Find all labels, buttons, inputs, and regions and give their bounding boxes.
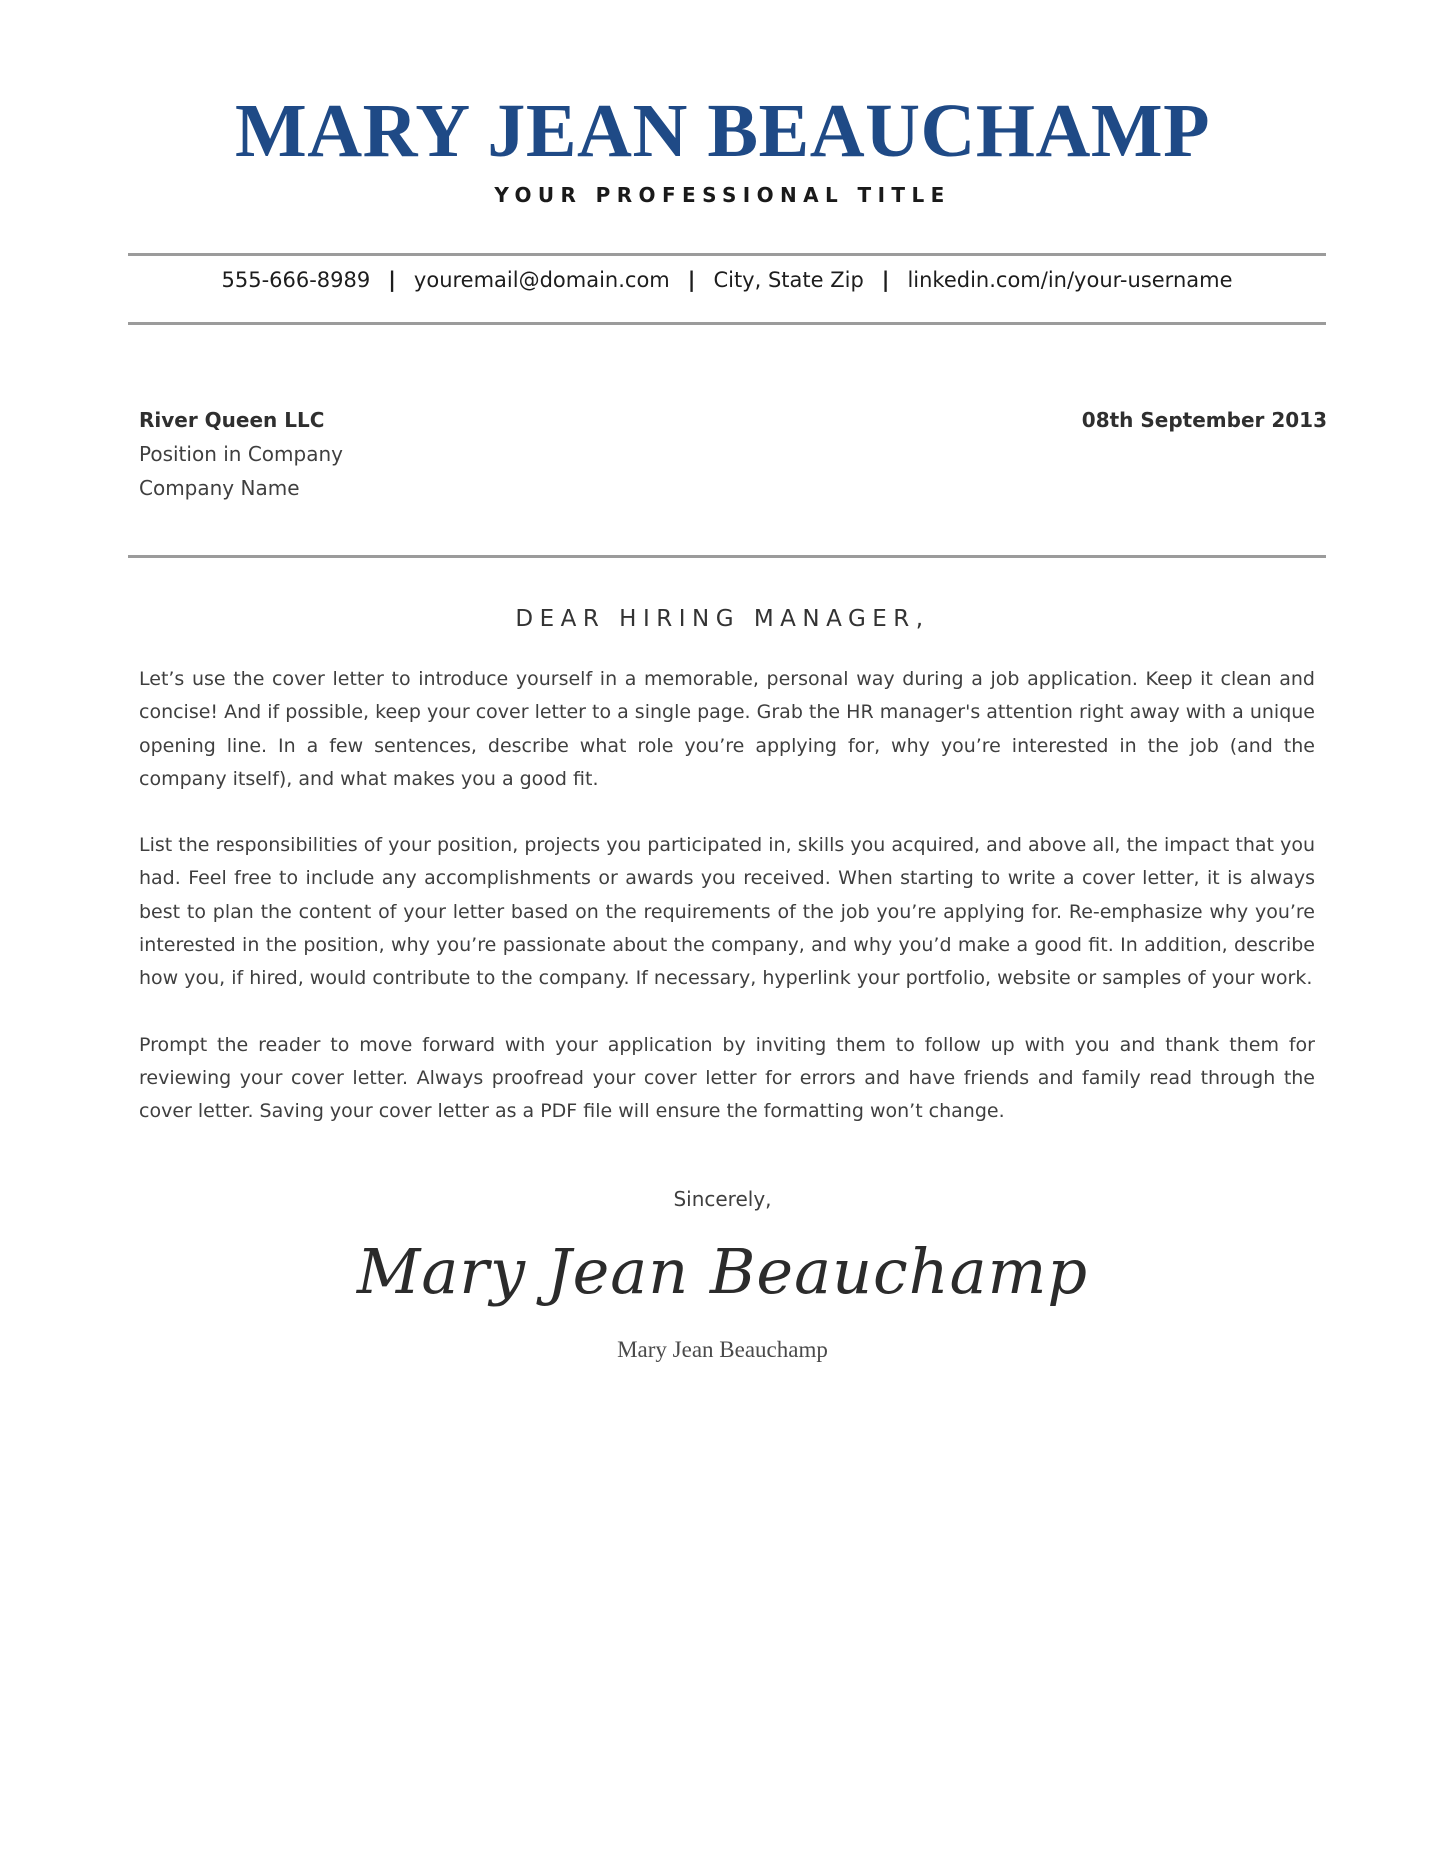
contact-linkedin: linkedin.com/in/your-username <box>907 268 1233 292</box>
recipient-company-name: Company Name <box>139 476 300 500</box>
signer-name: Mary Jean Beauchamp <box>617 1337 828 1362</box>
letter-body <box>139 663 1315 1162</box>
recipient-block <box>139 403 343 505</box>
professional-title: YOUR PROFESSIONAL TITLE <box>494 183 951 207</box>
handwritten-signature: Mary Jean Beauchamp <box>356 1235 1089 1308</box>
contact-separator: | <box>687 268 696 292</box>
header-top-divider <box>128 253 1326 256</box>
contact-location: City, State Zip <box>713 268 864 292</box>
contact-line <box>128 268 1326 292</box>
contact-email: youremail@domain.com <box>413 268 670 292</box>
contact-separator: | <box>388 268 396 292</box>
salutation: DEAR HIRING MANAGER, <box>515 606 930 632</box>
applicant-name: MARY JEAN BEAUCHAMP <box>234 89 1211 173</box>
body-paragraph: Prompt the reader to move forward with your application by inviting them to follow up with you and thank them for reviewing your cover letter. Always proofread your cover letter for errors and have friends and family read through the cover letter. Saving your cover letter as a PDF file will ensure the formatting won’t change. <box>139 1033 1315 1123</box>
recipient-position: Position in Company <box>139 442 343 466</box>
body-paragraph: List the responsibilities of your position, projects you participated in, skills you acquired, and above all, the impact that you had. Feel free to include any accomplishments or awards you received. When starting to write a cover letter, it is always best to plan the content of your letter based on the requirements of the job you’re applying for. Re-emphasize why you’re interested in the position, why you’re passionate about the company, and why you’d make a good fit. In addition, describe how you, if hired, would contribute to the company. If necessary, hyperlink your portfolio, website or samples of your work. <box>139 834 1315 990</box>
letter-date: 08th September 2013 <box>1081 408 1327 432</box>
contact-separator: | <box>881 268 890 292</box>
contact-phone: 555-666-8989 <box>221 268 371 292</box>
recipient-company: River Queen LLC <box>139 408 325 432</box>
sign-off: Sincerely, <box>673 1187 772 1211</box>
header-bottom-divider <box>128 322 1326 325</box>
body-divider <box>128 555 1326 558</box>
body-paragraph: Let’s use the cover letter to introduce yourself in a memorable, personal way during a job application. Keep it clean and concise! And if possible, keep your cover letter to a single page. Grab the HR manager's attention right away with a unique opening line. In a few sentences, describe what role you’re applying for, why you’re interested in the job (and the company itself), and what makes you a good fit. <box>139 668 1315 790</box>
